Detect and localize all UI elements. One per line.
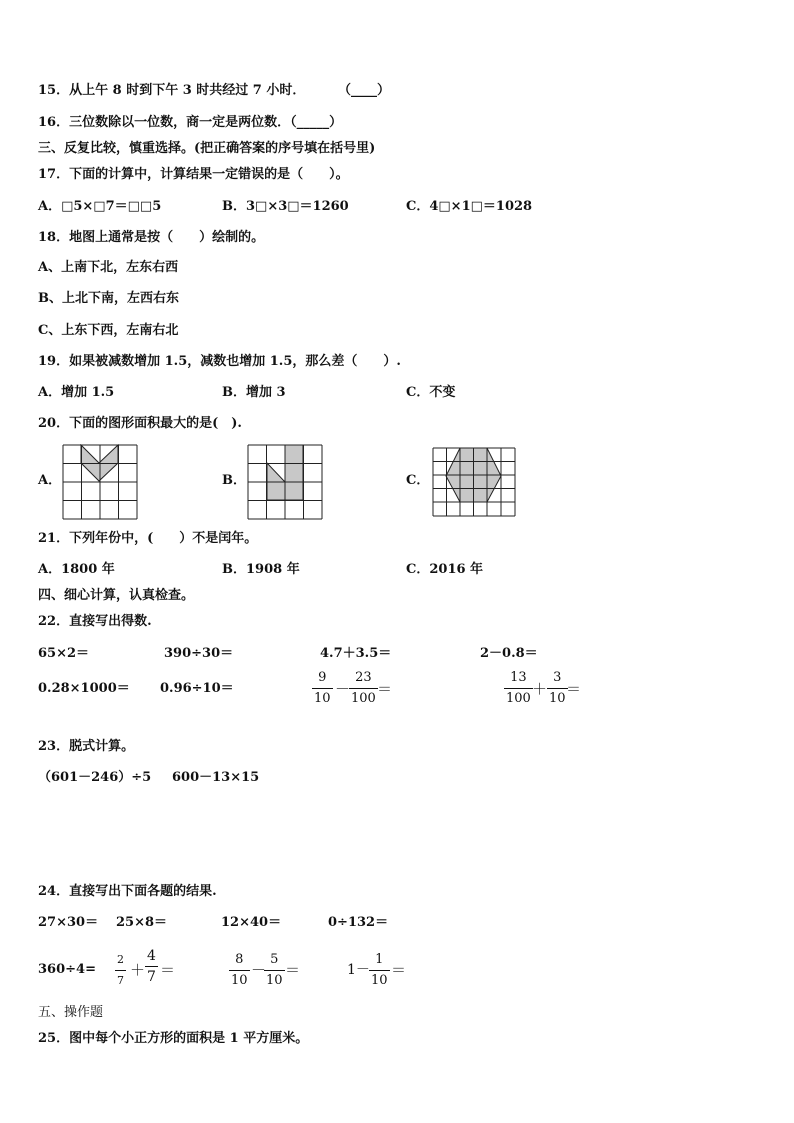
- option-17-c[interactable]: C．4□×1□＝1028: [406, 199, 533, 214]
- section-4-heading: 四、细心计算，认真检查。: [38, 588, 195, 603]
- fraction-22-d: [547, 670, 568, 707]
- calc-23-1: （601－246）÷5: [38, 770, 152, 785]
- fraction-numerator: 13: [510, 670, 527, 685]
- fraction-denominator: 7: [147, 969, 156, 985]
- option-19-b[interactable]: B．增加 3: [222, 385, 286, 400]
- option-19-c[interactable]: C．不变: [406, 385, 456, 400]
- fraction-22-a: [312, 670, 333, 707]
- fraction-24-c: [229, 952, 250, 989]
- question-20: 20．下面的图形面积最大的是( ).: [38, 416, 242, 431]
- option-18-b[interactable]: B、上北下南，左西右东: [38, 291, 179, 306]
- section-3-heading: 三、反复比较，慎重选择。(把正确答案的序号填在括号里): [38, 141, 376, 156]
- option-17-b[interactable]: B．3□×3□＝1260: [222, 199, 349, 214]
- fraction-24-d: [264, 952, 285, 989]
- figure-20-c-grid: [432, 447, 516, 517]
- operator-minus: －: [251, 961, 267, 979]
- fraction-numerator: 2: [117, 953, 124, 966]
- operator-plus: ＋: [532, 680, 548, 698]
- question-25: 25．图中每个小正方形的面积是 1 平方厘米。: [38, 1031, 309, 1046]
- fraction-numerator: 3: [553, 670, 562, 685]
- option-21-c[interactable]: C．2016 年: [406, 562, 484, 577]
- fraction-24-a: [115, 952, 126, 989]
- figure-20-b-grid: [247, 444, 323, 520]
- equals-sign: ＝: [391, 961, 407, 979]
- operator-plus: ＋: [130, 961, 146, 979]
- fraction-numerator: 5: [270, 952, 279, 967]
- question-17: 17．下面的计算中，计算结果一定错误的是（ ）。: [38, 167, 349, 182]
- question-15: 15．从上午 8 时到下午 3 时共经过 7 小时．: [38, 83, 306, 98]
- option-20-a-label[interactable]: A．: [38, 473, 62, 488]
- fraction-denominator: 10: [549, 691, 566, 706]
- calc-22-6: 0.96÷10＝: [160, 681, 234, 696]
- operator-minus: －: [335, 680, 351, 698]
- fraction-22-c: [504, 670, 533, 707]
- fraction-22-b: [349, 670, 378, 707]
- question-22: 22．直接写出得数.: [38, 614, 152, 629]
- fraction-denominator: 100: [351, 691, 376, 706]
- question-21: 21．下列年份中，( ）不是闰年。: [38, 531, 258, 546]
- fraction-denominator: 10: [231, 973, 248, 988]
- fraction-denominator: 7: [117, 974, 124, 987]
- option-20-c-label[interactable]: C．: [406, 473, 430, 488]
- option-19-a[interactable]: A．增加 1.5: [38, 385, 115, 400]
- question-18: 18．地图上通常是按（ ）绘制的。: [38, 230, 265, 245]
- equals-sign: ＝: [566, 680, 582, 698]
- calc-24-4: 0÷132＝: [328, 915, 389, 930]
- fraction-denominator: 10: [266, 973, 283, 988]
- calc-23-2: 600－13×15: [172, 770, 260, 785]
- calc-22-1: 65×2＝: [38, 646, 90, 661]
- fraction-24-b: [145, 948, 158, 985]
- equals-sign: ＝: [377, 680, 393, 698]
- question-16: 16．三位数除以一位数，商一定是两位数．（_____）: [38, 115, 343, 130]
- fraction-denominator: 10: [371, 973, 388, 988]
- option-18-a[interactable]: A、上南下北，左东右西: [38, 260, 179, 275]
- fraction-numerator: 1: [375, 952, 384, 967]
- fraction-numerator: 4: [147, 948, 156, 964]
- whole-minus: 1－: [347, 962, 370, 978]
- calc-24-1: 27×30＝: [38, 915, 99, 930]
- question-19: 19．如果被减数增加 1.5，减数也增加 1.5，那么差（ ）.: [38, 354, 401, 369]
- question-24: 24．直接写出下面各题的结果.: [38, 884, 217, 899]
- calc-22-4: 2－0.8＝: [480, 646, 538, 661]
- fraction-denominator: 10: [314, 691, 331, 706]
- option-20-b-label[interactable]: B．: [222, 473, 246, 488]
- question-23: 23．脱式计算。: [38, 739, 135, 754]
- calc-22-5: 0.28×1000＝: [38, 681, 130, 696]
- option-21-b[interactable]: B．1908 年: [222, 562, 300, 577]
- fraction-numerator: 9: [318, 670, 327, 685]
- option-18-c[interactable]: C、上东下西，左南右北: [38, 323, 179, 338]
- fraction-numerator: 23: [355, 670, 372, 685]
- calc-24-3: 12×40＝: [221, 915, 282, 930]
- figure-20-a-grid: [62, 444, 138, 520]
- option-21-a[interactable]: A．1800 年: [38, 562, 115, 577]
- fraction-denominator: 100: [506, 691, 531, 706]
- calc-22-2: 390÷30＝: [164, 646, 234, 661]
- equals-sign: ＝: [285, 961, 301, 979]
- calc-22-3: 4.7＋3.5＝: [320, 646, 392, 661]
- option-17-a[interactable]: A．□5×□7＝□□5: [38, 199, 162, 214]
- equals-sign: ＝: [160, 961, 176, 979]
- calc-24-5: 360÷4=: [38, 962, 96, 977]
- fraction-24-e: [369, 952, 390, 989]
- fraction-numerator: 8: [235, 952, 244, 967]
- answer-blank-15[interactable]: （____）: [338, 83, 391, 98]
- section-5-heading: 五、操作题: [38, 1005, 104, 1020]
- calc-24-2: 25×8＝: [116, 915, 168, 930]
